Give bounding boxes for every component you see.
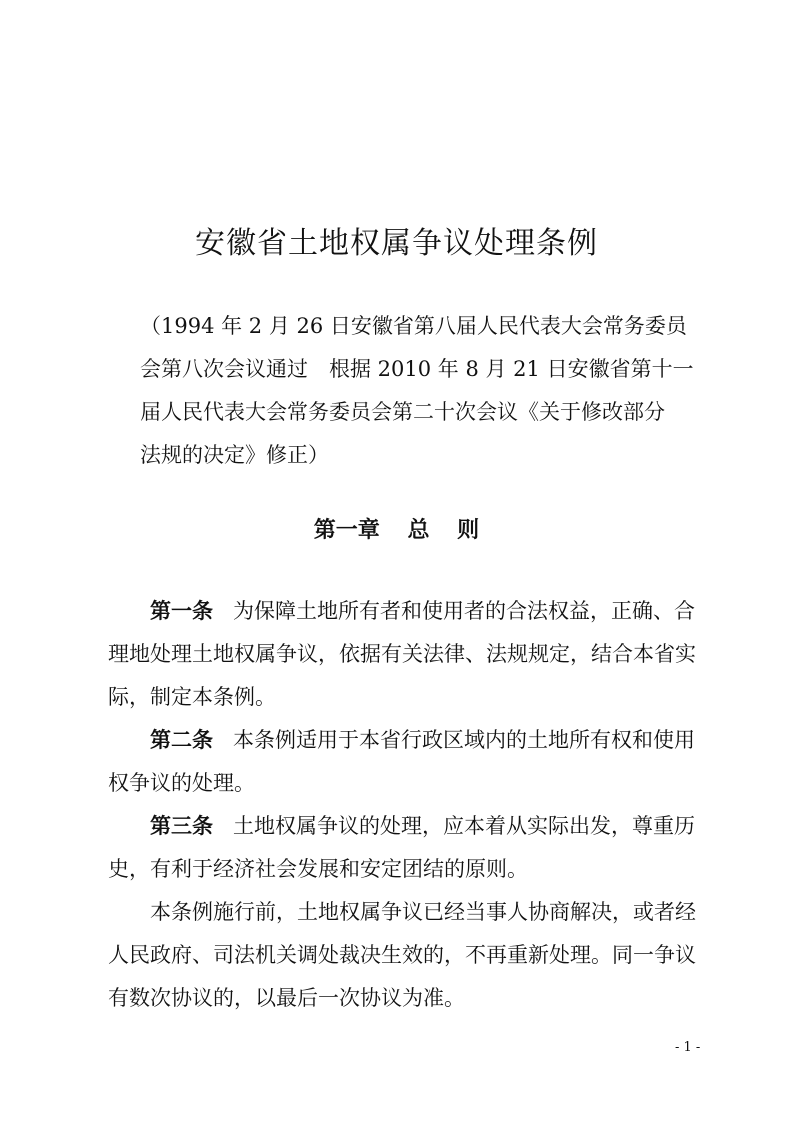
article-label: 第三条	[150, 814, 213, 838]
document-body	[108, 590, 708, 1020]
chapter-title-part: 总	[407, 518, 430, 543]
page-number: - 1 -	[675, 1040, 701, 1055]
article-text: 为保障土地所有者和使用者的合法权益，正确、合理地处理土地权属争议，依据有关法律、法规规定，结合本省实际，制定本条例。	[108, 599, 696, 709]
preamble-line: （1994 年 2 月 26 日安徽省第八届人民代表大会常务委员	[140, 314, 687, 338]
article-1	[108, 590, 708, 719]
preamble-line: 法规的决定》修正）	[140, 443, 329, 467]
article-3-paragraph-2: 本条例施行前，土地权属争议已经当事人协商解决，或者经人民政府、司法机关调处裁决生效的，不再重新处理。同一争议有数次协议的，以最后一次协议为准。	[108, 900, 696, 1010]
document-title: 安徽省土地权属争议处理条例	[195, 226, 598, 261]
article-label: 第二条	[150, 728, 213, 752]
preamble	[140, 305, 694, 477]
chapter-title-part: 则	[457, 518, 480, 543]
article-label: 第一条	[150, 599, 213, 623]
preamble-line: 届人民代表大会常务委员会第二十次会议《关于修改部分	[140, 400, 665, 424]
chapter-number: 第一章	[313, 518, 380, 543]
chapter-heading	[0, 513, 793, 544]
article-text: 本条例适用于本省行政区域内的土地所有权和使用权争议的处理。	[108, 728, 695, 795]
article-text: 土地权属争议的处理，应本着从实际出发，尊重历史，有利于经济社会发展和安定团结的原则。	[108, 814, 695, 881]
article-2	[108, 719, 708, 805]
preamble-line: 会第八次会议通过 根据 2010 年 8 月 21 日安徽省第十一	[140, 357, 694, 381]
article-3	[108, 805, 708, 891]
